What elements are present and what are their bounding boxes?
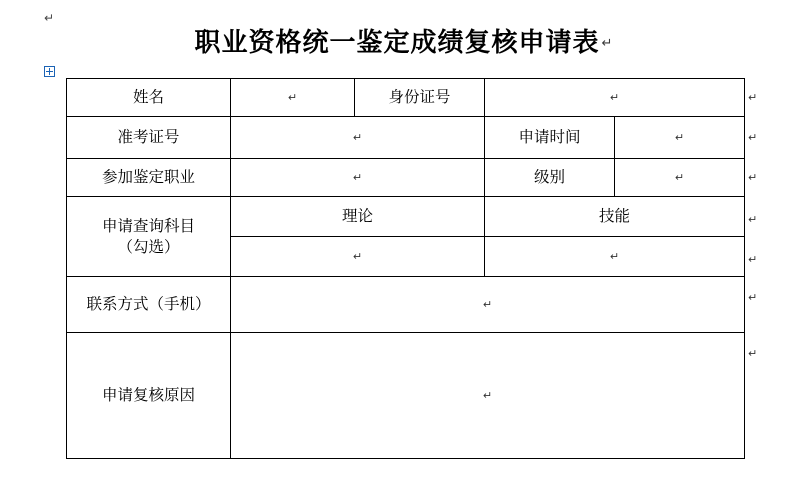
row-paragraph-mark-1: ↵ <box>748 91 758 104</box>
table-row <box>67 159 745 197</box>
theory-check-mark: ↵ <box>352 250 363 264</box>
row-paragraph-mark-6: ↵ <box>748 291 758 304</box>
cell-skill-check[interactable] <box>485 237 745 277</box>
cell-exam-number-label <box>67 117 231 159</box>
page-title <box>0 22 808 59</box>
table-row <box>67 197 745 237</box>
row-paragraph-mark-7: ↵ <box>748 347 758 360</box>
apply-time-value-mark: ↵ <box>674 131 685 145</box>
cell-theory-label <box>231 197 485 237</box>
cell-level-value[interactable] <box>615 159 745 197</box>
cell-theory-check[interactable] <box>231 237 485 277</box>
cell-apply-time-label <box>485 117 615 159</box>
name-value-mark: ↵ <box>287 91 298 105</box>
cell-id-label <box>355 79 485 117</box>
exam-number-label: 准考证号 <box>117 128 180 147</box>
apply-time-label: 申请时间 <box>518 128 581 147</box>
paragraph-mark-top: ↵ <box>44 11 55 25</box>
application-form-table <box>66 78 745 459</box>
subject-label-line1: 申请查询科目 <box>101 216 195 235</box>
table-row <box>67 333 745 459</box>
table-row <box>67 79 745 117</box>
id-label: 身份证号 <box>388 88 451 107</box>
cell-name-value[interactable] <box>231 79 355 117</box>
name-label: 姓名 <box>132 88 164 107</box>
row-paragraph-mark-3: ↵ <box>748 171 758 184</box>
cell-reason-label <box>67 333 231 459</box>
row-paragraph-mark-2: ↵ <box>748 131 758 144</box>
subject-label-line2: （勾选） <box>117 237 180 256</box>
move-table-handle-icon[interactable] <box>44 66 55 77</box>
cell-contact-value[interactable] <box>231 277 745 333</box>
cell-subject-label <box>67 197 231 277</box>
cell-id-value[interactable] <box>485 79 745 117</box>
row-paragraph-mark-4: ↵ <box>748 213 758 226</box>
cell-exam-number-value[interactable] <box>231 117 485 159</box>
reason-label: 申请复核原因 <box>101 386 195 405</box>
cell-name-label <box>67 79 231 117</box>
paragraph-mark-title: ↵ <box>601 36 614 51</box>
cell-occupation-value[interactable] <box>231 159 485 197</box>
id-value-mark: ↵ <box>609 91 620 105</box>
page-title-text: 职业资格统一鉴定成绩复核申请表 <box>194 28 600 58</box>
level-label: 级别 <box>533 168 565 187</box>
table-row <box>67 277 745 333</box>
cell-level-label <box>485 159 615 197</box>
occupation-value-mark: ↵ <box>352 171 363 185</box>
theory-label: 理论 <box>341 207 373 226</box>
occupation-label: 参加鉴定职业 <box>101 168 195 187</box>
level-value-mark: ↵ <box>674 171 685 185</box>
cell-reason-value[interactable] <box>231 333 745 459</box>
row-paragraph-mark-5: ↵ <box>748 253 758 266</box>
cell-apply-time-value[interactable] <box>615 117 745 159</box>
skill-label: 技能 <box>598 207 630 226</box>
reason-value-mark: ↵ <box>482 389 493 403</box>
contact-label: 联系方式（手机） <box>86 295 211 314</box>
skill-check-mark: ↵ <box>609 250 620 264</box>
contact-value-mark: ↵ <box>482 298 493 312</box>
cell-occupation-label <box>67 159 231 197</box>
cell-contact-label <box>67 277 231 333</box>
exam-number-value-mark: ↵ <box>352 131 363 145</box>
cell-skill-label <box>485 197 745 237</box>
table-row <box>67 117 745 159</box>
